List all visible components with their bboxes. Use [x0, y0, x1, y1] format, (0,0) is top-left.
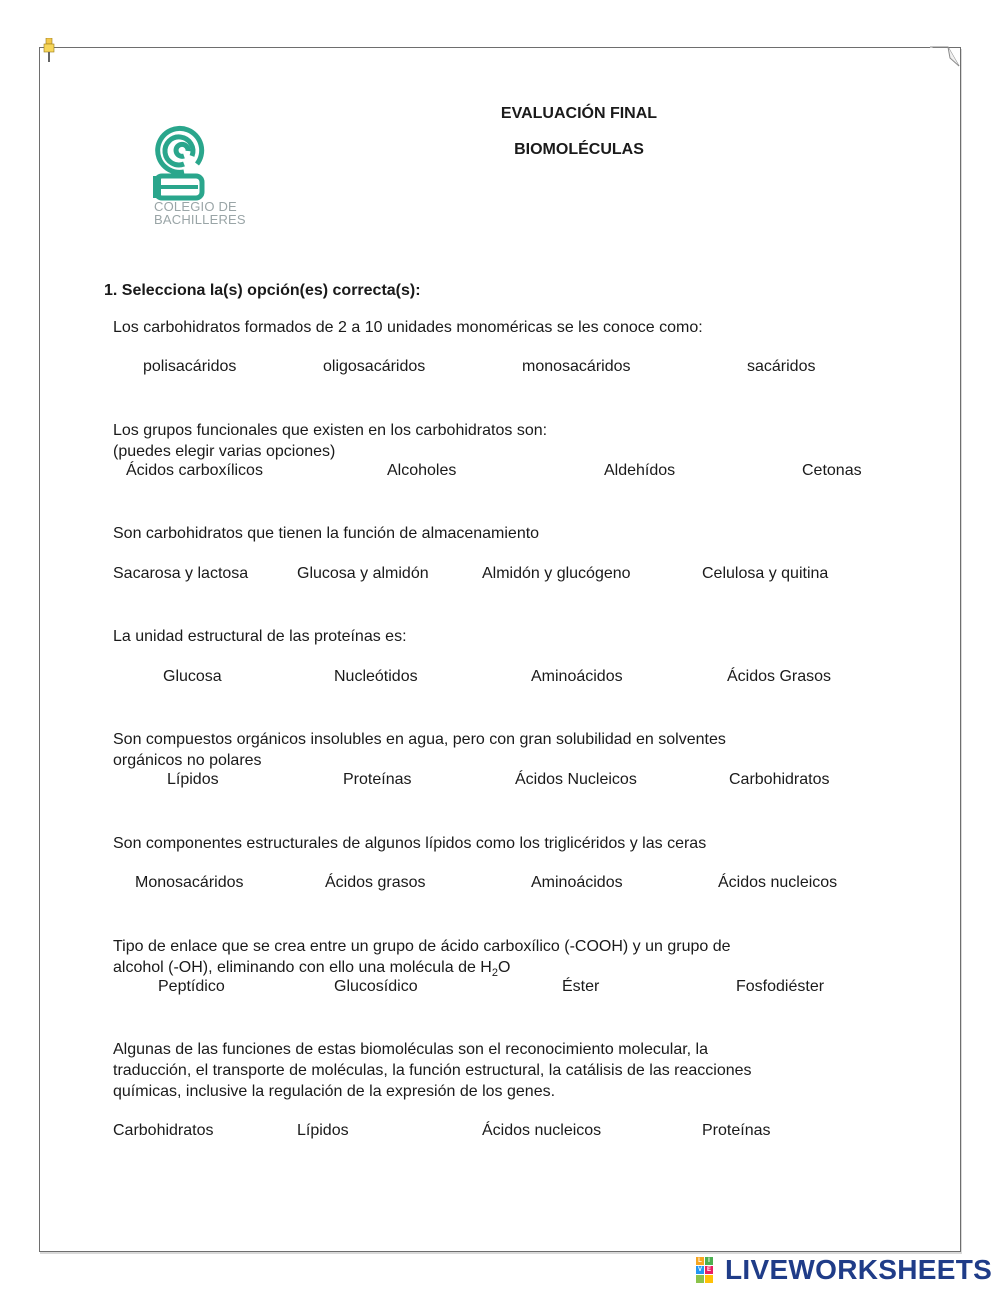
q7-option-2[interactable]: Glucosídico	[334, 978, 418, 995]
question-7-line-2-end: O	[497, 959, 511, 976]
question-7-line-2-text: alcohol (-OH), eliminando con ello una molécula de H	[113, 959, 492, 976]
liveworksheets-brand	[696, 1255, 992, 1285]
h2o-subscript: 2	[491, 967, 498, 980]
q2-option-3[interactable]: Aldehídos	[604, 462, 676, 479]
q3-option-3[interactable]: Almidón y glucógeno	[482, 565, 631, 582]
q8-option-3[interactable]: Ácidos nucleicos	[482, 1122, 602, 1139]
q5-option-2[interactable]: Proteínas	[343, 771, 412, 788]
q2-option-1[interactable]: Ácidos carboxílicos	[126, 462, 263, 479]
q4-option-1[interactable]: Glucosa	[163, 668, 222, 685]
q1-option-4[interactable]: sacáridos	[747, 358, 816, 375]
question-5-line-2: orgánicos no polares	[113, 752, 262, 769]
q6-option-1[interactable]: Monosacáridos	[135, 874, 244, 891]
brand-block-l: L	[696, 1257, 704, 1265]
page-subtitle: BIOMOLÉCULAS	[514, 141, 644, 158]
page-corner-fold	[930, 46, 960, 68]
q5-option-1[interactable]: Lípidos	[167, 771, 219, 788]
q5-option-4[interactable]: Carbohidratos	[729, 771, 830, 788]
question-2-text: Los grupos funcionales que existen en los carbohidratos son:	[113, 422, 548, 439]
q8-option-2[interactable]: Lípidos	[297, 1122, 349, 1139]
question-8-line-2: traducción, el transporte de moléculas, la función estructural, la catálisis de las reacciones	[113, 1062, 752, 1079]
question-6-text: Son componentes estructurales de algunos lípidos como los triglicéridos y las ceras	[113, 835, 707, 852]
q4-option-4[interactable]: Ácidos Grasos	[727, 668, 832, 685]
question-4-text: La unidad estructural de las proteínas es:	[113, 628, 407, 645]
brand-block-extra-2	[705, 1275, 713, 1283]
brand-block-e: E	[706, 1267, 711, 1273]
brand-block-v: V	[697, 1267, 702, 1273]
question-3-text: Son carbohidratos que tienen la función de almacenamiento	[113, 525, 540, 542]
brand-blocks-icon	[696, 1257, 722, 1283]
q7-option-4[interactable]: Fosfodiéster	[736, 978, 825, 995]
page-title: EVALUACIÓN FINAL	[500, 105, 658, 122]
q8-option-4[interactable]: Proteínas	[702, 1122, 771, 1139]
question-5-line-1: Son compuestos orgánicos insolubles en agua, pero con gran solubilidad en solventes	[113, 731, 726, 748]
q2-option-2[interactable]: Alcoholes	[387, 462, 457, 479]
q5-option-3[interactable]: Ácidos Nucleicos	[515, 771, 637, 788]
pushpin-icon	[42, 38, 56, 64]
section-heading: 1. Selecciona la(s) opción(es) correcta(s):	[104, 282, 421, 299]
q1-option-1[interactable]: polisacáridos	[143, 358, 237, 375]
q7-option-3[interactable]: Éster	[562, 978, 600, 995]
question-8-line-3: químicas, inclusive la regulación de la expresión de los genes.	[113, 1083, 556, 1100]
q4-option-3[interactable]: Aminoácidos	[531, 668, 623, 685]
q1-option-2[interactable]: oligosacáridos	[323, 358, 426, 375]
q2-option-4[interactable]: Cetonas	[802, 462, 862, 479]
brand-block-extra-1	[696, 1275, 704, 1283]
q3-option-2[interactable]: Glucosa y almidón	[297, 565, 429, 582]
logo-line-1: COLEGIO DE	[154, 199, 237, 214]
question-8-line-1: Algunas de las funciones de estas biomoléculas son el reconocimiento molecular, la	[113, 1041, 709, 1058]
question-7-line-1: Tipo de enlace que se crea entre un grupo de ácido carboxílico (-COOH) y un grupo de	[113, 938, 731, 955]
q1-option-3[interactable]: monosacáridos	[522, 358, 631, 375]
q6-option-4[interactable]: Ácidos nucleicos	[718, 874, 838, 891]
q6-option-3[interactable]: Aminoácidos	[531, 874, 623, 891]
logo-line-2: BACHILLERES	[154, 212, 246, 227]
q4-option-2[interactable]: Nucleótidos	[334, 668, 418, 685]
question-1-text: Los carbohidratos formados de 2 a 10 unidades monoméricas se les conoce como:	[113, 319, 703, 336]
q6-option-2[interactable]: Ácidos grasos	[325, 874, 426, 891]
q3-option-4[interactable]: Celulosa y quitina	[702, 565, 829, 582]
brand-text: LIVEWORKSHEETS	[725, 1254, 993, 1285]
q7-option-1[interactable]: Peptídico	[158, 978, 225, 995]
question-2-note: (puedes elegir varias opciones)	[113, 443, 336, 460]
q3-option-1[interactable]: Sacarosa y lactosa	[113, 565, 249, 582]
logo-caption	[154, 200, 246, 226]
q8-option-1[interactable]: Carbohidratos	[113, 1122, 214, 1139]
brand-block-i: I	[705, 1257, 713, 1265]
